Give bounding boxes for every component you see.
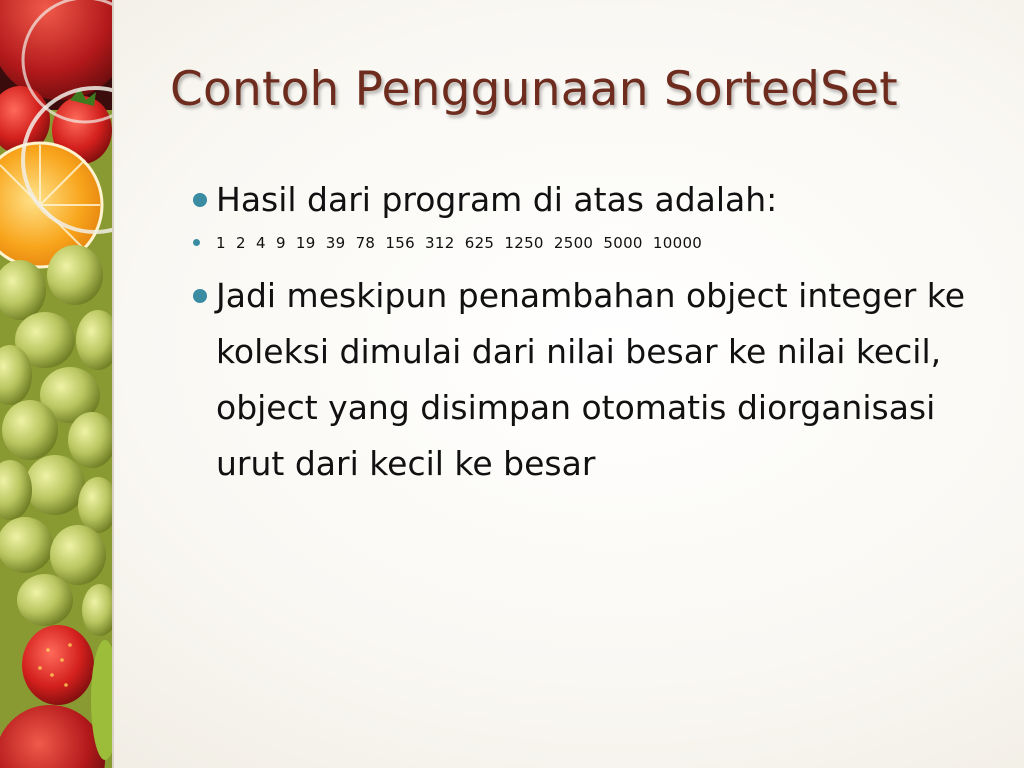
bullet-icon — [193, 289, 207, 303]
output-numbers: 1 2 4 9 19 39 78 156 312 625 1250 2500 5000 10000 — [216, 234, 703, 252]
bullet-item — [190, 172, 990, 228]
bullet-icon — [193, 239, 200, 246]
strip-divider — [112, 0, 114, 768]
bullet-text: Hasil dari program di atas adalah: — [216, 180, 778, 219]
bullet-item — [190, 268, 990, 492]
slide-title: Contoh Penggunaan SortedSet — [170, 62, 898, 117]
bullet-icon — [193, 193, 207, 207]
fruit-decoration-image — [0, 0, 112, 768]
fruit-illustration — [0, 0, 112, 768]
bullet-list — [190, 172, 990, 492]
sub-bullet-item — [190, 228, 990, 258]
bullet-text: Jadi meskipun penambahan object integer ke koleksi dimulai dari nilai besar ke nilai kecil, object yang disimpan otomatis diorganisasi urut dari kecil ke besar — [216, 276, 966, 483]
